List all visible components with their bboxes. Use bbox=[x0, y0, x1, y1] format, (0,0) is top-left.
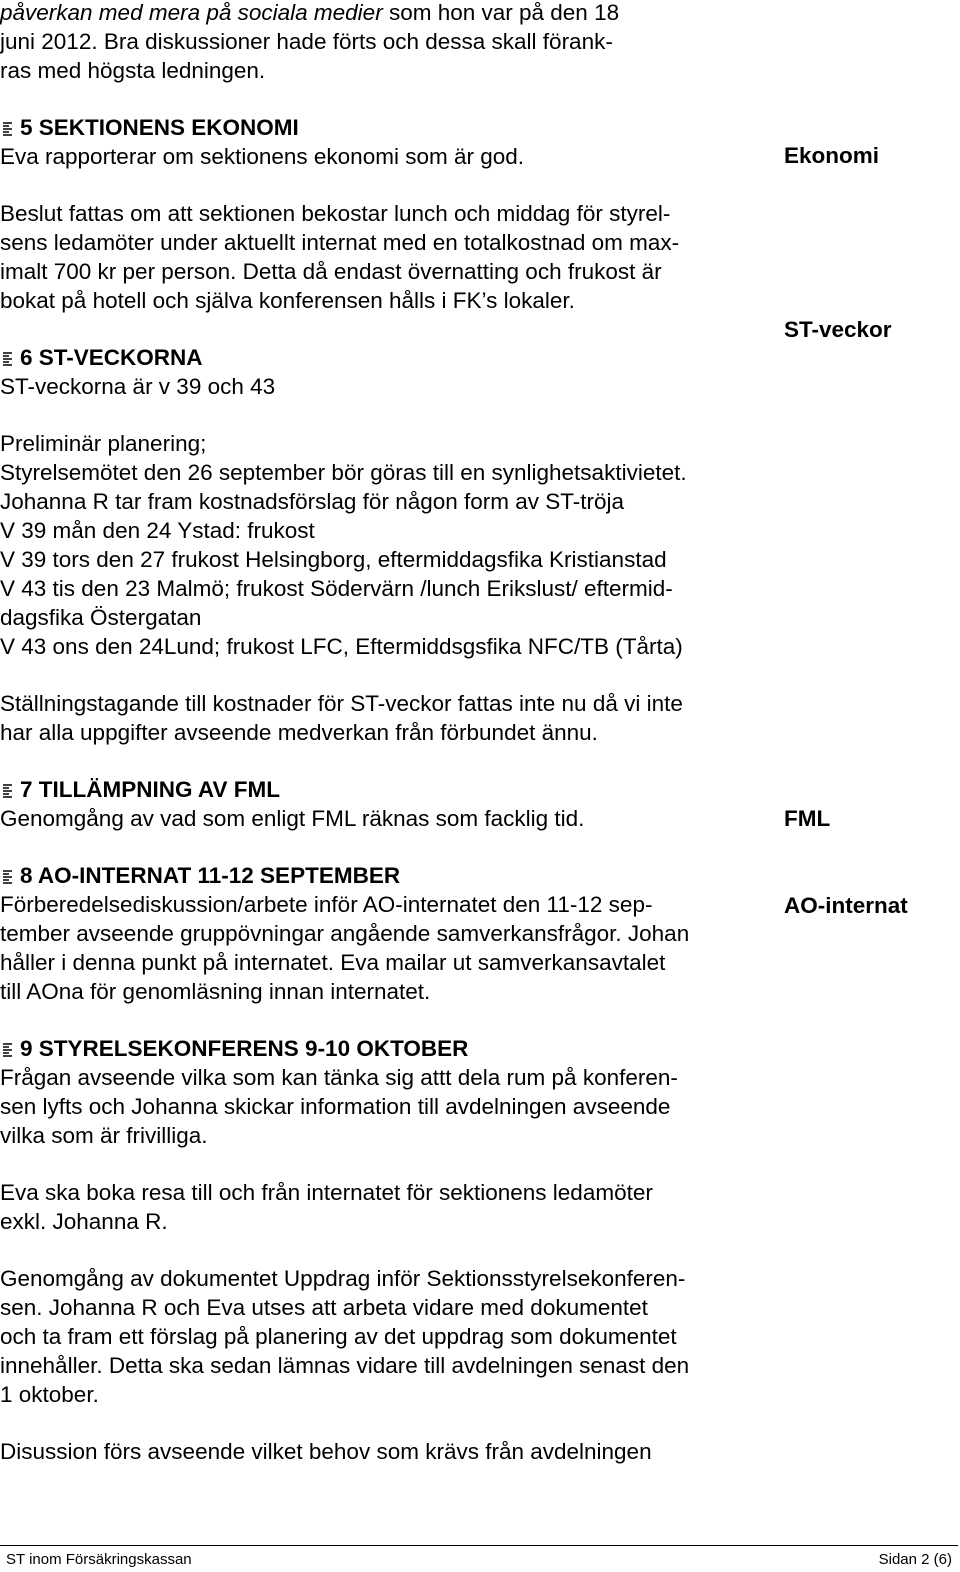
margin-note-ekonomi: Ekonomi bbox=[784, 143, 880, 168]
section-marker-icon bbox=[2, 869, 14, 885]
section-8-text-line: håller i denna punkt på internatet. Eva mailar ut samverkansavtalet bbox=[0, 950, 666, 975]
section-9-text-line: Disussion förs avseende vilket behov som krävs från avdelningen bbox=[0, 1439, 652, 1464]
section-marker-icon bbox=[2, 783, 14, 799]
section-8-text-line: Förberedelsediskussion/arbete inför AO-internatet den 11-12 sep- bbox=[0, 892, 653, 917]
section-6-text-line: V 39 mån den 24 Ystad: frukost bbox=[0, 518, 315, 543]
intro-line-3: ras med högsta ledningen. bbox=[0, 58, 266, 83]
intro-line-2: juni 2012. Bra diskussioner hade förts och dessa skall förank- bbox=[0, 29, 613, 54]
section-9-text-line: vilka som är frivilliga. bbox=[0, 1123, 208, 1148]
section-9-text-line: sen. Johanna R och Eva utses att arbeta vidare med dokumentet bbox=[0, 1295, 648, 1320]
section-6-text-line: Johanna R tar fram kostnadsförslag för någon form av ST-tröja bbox=[0, 489, 625, 514]
page-footer bbox=[0, 1545, 958, 1572]
section-5-text-line: Beslut fattas om att sektionen bekostar lunch och middag för styrel- bbox=[0, 201, 671, 226]
section-7-text-line: Genomgång av vad som enligt FML räknas som facklig tid. bbox=[0, 806, 585, 831]
section-5-heading: 5 SEKTIONENS EKONOMI bbox=[0, 113, 775, 142]
section-5-text-line: Eva rapporterar om sektionens ekonomi som är god. bbox=[0, 144, 525, 169]
section-9-text-line: Genomgång av dokumentet Uppdrag inför Sektionsstyrelsekonferen- bbox=[0, 1266, 686, 1291]
margin-note-ao-internat: AO-internat bbox=[784, 893, 908, 918]
section-6-heading: 6 ST-VECKORNA bbox=[0, 343, 775, 372]
section-marker-icon bbox=[2, 1042, 14, 1058]
section-6-text-line: V 43 tis den 23 Malmö; frukost Södervärn /lunch Erikslust/ eftermid- bbox=[0, 576, 673, 601]
section-9-text-line: sen lyfts och Johanna skickar information till avdelningen avseende bbox=[0, 1094, 671, 1119]
section-6-text-line: har alla uppgifter avseende medverkan från förbundet ännu. bbox=[0, 720, 598, 745]
section-6-text-line: Preliminär planering; bbox=[0, 431, 207, 456]
section-marker-icon bbox=[2, 121, 14, 137]
section-5-text-line: bokat på hotell och själva konferensen hålls i FK’s lokaler. bbox=[0, 288, 575, 313]
section-marker-icon bbox=[2, 351, 14, 367]
section-9-text-line: Frågan avseende vilka som kan tänka sig attt dela rum på konferen- bbox=[0, 1065, 678, 1090]
section-9-text-line: exkl. Johanna R. bbox=[0, 1209, 168, 1234]
section-6-text-line: dagsfika Östergatan bbox=[0, 605, 202, 630]
section-8-text-line: till AOna för genomläsning innan internatet. bbox=[0, 979, 431, 1004]
section-6-text-line: ST-veckorna är v 39 och 43 bbox=[0, 374, 276, 399]
section-6-text-line: V 43 ons den 24Lund; frukost LFC, Eftermiddsgsfika NFC/TB (Tårta) bbox=[0, 634, 683, 659]
footer-page-number: Sidan 2 (6) bbox=[878, 1551, 952, 1568]
section-6-text-line: Styrelsemötet den 26 september bör göras till en synlighetsaktivietet. bbox=[0, 460, 687, 485]
section-9-text-line: innehåller. Detta ska sedan lämnas vidare till avdelningen senast den bbox=[0, 1353, 690, 1378]
margin-note-st-veckor: ST-veckor bbox=[784, 317, 892, 342]
section-8-text-line: tember avseende gruppövningar angående samverkansfrågor. Johan bbox=[0, 921, 690, 946]
section-9-text-line: och ta fram ett förslag på planering av det uppdrag som dokumentet bbox=[0, 1324, 677, 1349]
section-8-heading: 8 AO-INTERNAT 11-12 SEPTEMBER bbox=[0, 861, 775, 890]
section-7-heading: 7 TILLÄMPNING AV FML bbox=[0, 775, 775, 804]
intro-line-1: påverkan med mera på sociala medier som hon var på den 18 bbox=[0, 0, 620, 25]
section-9-text-line: 1 oktober. bbox=[0, 1382, 99, 1407]
section-5-text-line: imalt 700 kr per person. Detta då endast övernatting och frukost är bbox=[0, 259, 662, 284]
section-6-text-line: Ställningstagande till kostnader för ST-veckor fattas inte nu då vi inte bbox=[0, 691, 683, 716]
section-5-text-line: sens ledamöter under aktuellt internat med en totalkostnad om max- bbox=[0, 230, 680, 255]
section-9-heading: 9 STYRELSEKONFERENS 9-10 OKTOBER bbox=[0, 1034, 775, 1063]
margin-note-fml: FML bbox=[784, 806, 831, 831]
section-6-text-line: V 39 tors den 27 frukost Helsingborg, eftermiddagsfika Kristianstad bbox=[0, 547, 667, 572]
footer-organization: ST inom Försäkringskassan bbox=[6, 1551, 192, 1568]
section-9-text-line: Eva ska boka resa till och från internatet för sektionens ledamöter bbox=[0, 1180, 653, 1205]
